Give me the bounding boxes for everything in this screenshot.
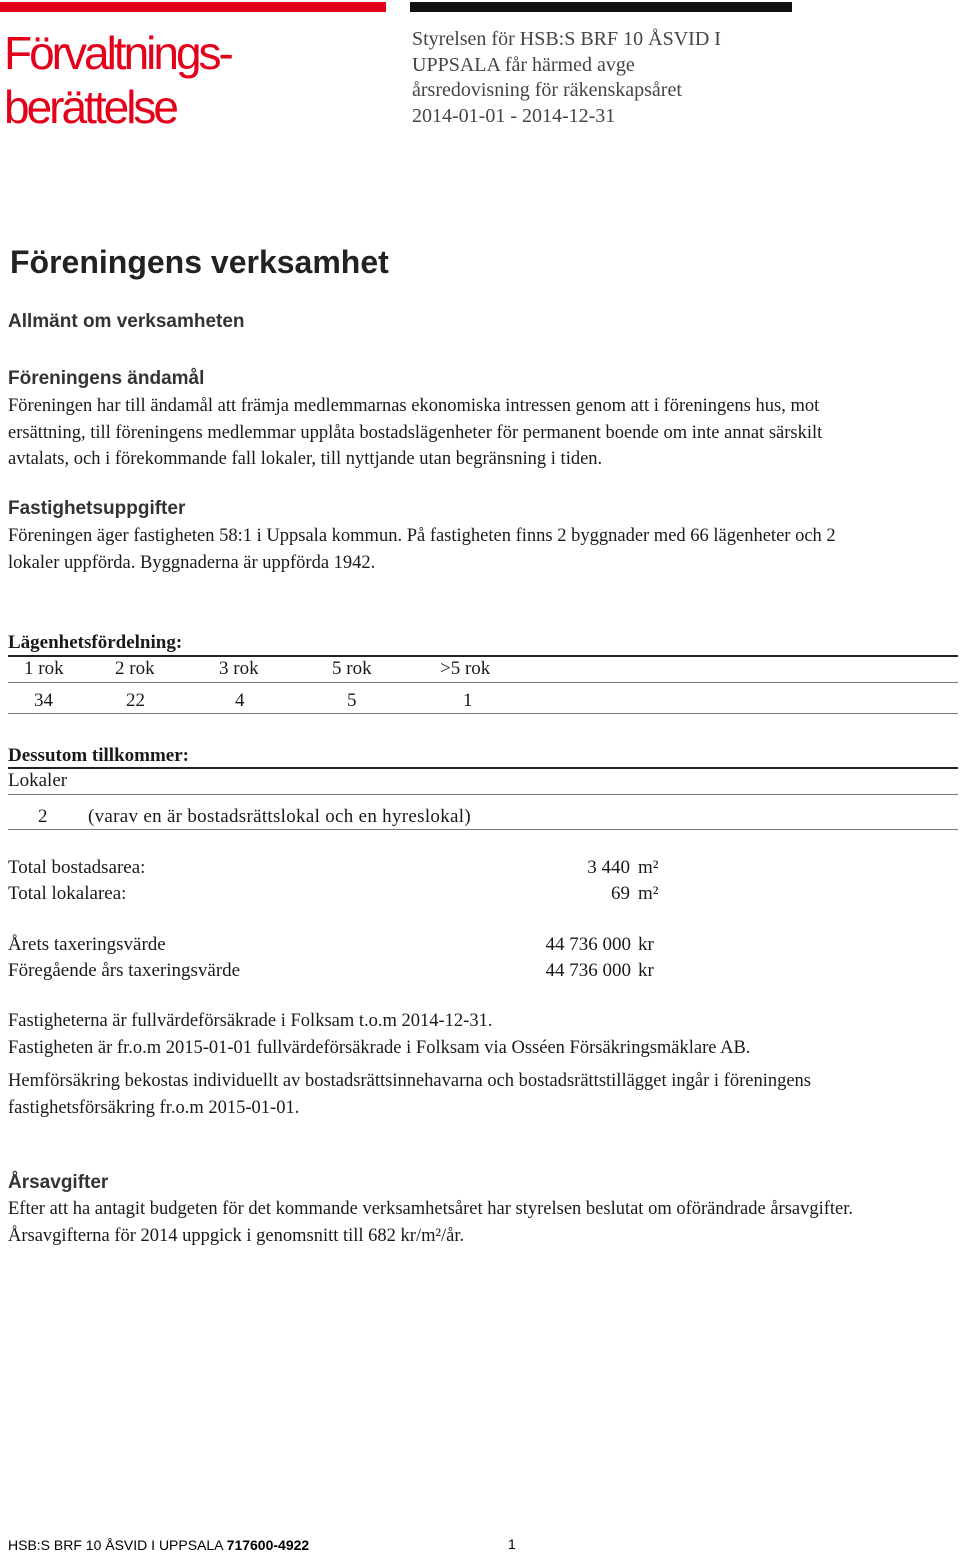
home-insurance-line: Hemförsäkring bekostas individuellt av bostadsrättsinnehavarna och bostadsrättstillägget ingår i föreningens xyxy=(8,1071,812,1091)
additional-heading: Dessutom tillkommer: xyxy=(8,745,189,766)
footer-org-number: 717600-4922 xyxy=(226,1537,310,1553)
section-general-heading: Allmänt om verksamheten xyxy=(8,311,245,332)
home-insurance-line: fastighetsförsäkring fr.o.m 2015-01-01. xyxy=(8,1097,300,1118)
apartments-heading: Lägenhetsfördelning: xyxy=(8,632,183,653)
board-statement-line: UPPSALA får härmed avge xyxy=(412,53,635,76)
premises-count: 2 xyxy=(38,806,48,827)
additional-header-rule xyxy=(8,794,958,795)
apartments-top-rule xyxy=(8,655,958,657)
header-black-bar xyxy=(410,2,792,12)
premises-area-value: 69 xyxy=(611,883,630,904)
page-number: 1 xyxy=(508,1536,516,1552)
residential-area-value: 3 440 xyxy=(587,857,630,878)
property-line: Föreningen äger fastigheten 58:1 i Uppsala kommun. På fastigheten finns 2 byggnader med 66 lägenheter och 2 xyxy=(8,526,836,546)
apartments-value: 22 xyxy=(126,690,145,711)
premises-column-header: Lokaler xyxy=(8,770,68,791)
residential-area-unit: m² xyxy=(638,857,659,878)
premises-area-unit: m² xyxy=(638,883,659,904)
board-statement-line: årsredovisning för räkenskapsåret xyxy=(412,79,682,101)
footer-organization xyxy=(8,1537,309,1553)
purpose-heading: Föreningens ändamål xyxy=(8,368,205,389)
apartments-value: 1 xyxy=(463,690,473,711)
apartments-header-rule xyxy=(8,682,958,683)
header-red-bar xyxy=(0,2,386,12)
fees-heading: Årsavgifter xyxy=(8,1172,109,1193)
property-heading: Fastighetsuppgifter xyxy=(8,498,186,519)
premises-area-label: Total lokalarea: xyxy=(8,883,127,904)
document-title-line-2: berättelse xyxy=(4,81,177,133)
insurance-line: Fastigheten är fr.o.m 2015-01-01 fullvärdeförsäkrade i Folksam via Osséen Försäkringsmäklare AB. xyxy=(8,1037,751,1058)
insurance-line: Fastigheterna är fullvärdeförsäkrade i Folksam t.o.m 2014-12-31. xyxy=(8,1011,493,1031)
tax-value-current-unit: kr xyxy=(638,934,654,955)
document-title xyxy=(4,26,231,134)
apartments-column-header: 5 rok xyxy=(332,658,372,679)
tax-value-previous: 44 736 000 xyxy=(545,960,631,981)
apartments-value: 34 xyxy=(34,690,53,711)
home-insurance-paragraph xyxy=(8,1068,953,1121)
property-paragraph xyxy=(8,523,953,576)
apartments-column-header: 2 rok xyxy=(115,658,155,679)
purpose-line: avtalats, och i förekommande fall lokaler, till nyttjande utan begränsning i tiden. xyxy=(8,449,603,469)
purpose-line: Föreningen har till ändamål att främja medlemmarnas ekonomiska intressen genom att i föreningens hus, mot xyxy=(8,396,820,416)
board-statement xyxy=(412,27,772,129)
tax-value-previous-unit: kr xyxy=(638,960,654,981)
tax-value-previous-label: Föregående års taxeringsvärde xyxy=(8,960,241,981)
footer-org-name: HSB:S BRF 10 ÅSVID I UPPSALA xyxy=(8,1537,223,1553)
apartments-bottom-rule xyxy=(8,713,958,714)
property-line: lokaler uppförda. Byggnaderna är uppförda 1942. xyxy=(8,552,376,573)
purpose-paragraph xyxy=(8,393,953,473)
fees-line: Årsavgifterna för 2014 uppgick i genomsnitt till 682 kr/m²/år. xyxy=(8,1225,465,1246)
apartments-column-header: 1 rok xyxy=(24,658,64,679)
additional-bottom-rule xyxy=(8,829,958,830)
insurance-paragraph xyxy=(8,1008,953,1061)
additional-top-rule xyxy=(8,767,958,769)
fees-paragraph xyxy=(8,1196,953,1249)
page-heading: Föreningens verksamhet xyxy=(10,244,389,280)
board-statement-line: Styrelsen för HSB:S BRF 10 ÅSVID I xyxy=(412,28,721,50)
document-title-line-1: Förvaltnings- xyxy=(4,27,231,79)
purpose-line: ersättning, till föreningens medlemmar upplåta bostadslägenheter för permanent boende om inte annat särskilt xyxy=(8,422,823,443)
apartments-column-header: >5 rok xyxy=(440,658,491,679)
apartments-value: 5 xyxy=(347,690,357,711)
residential-area-label: Total bostadsarea: xyxy=(8,857,146,878)
apartments-value: 4 xyxy=(235,690,245,711)
apartments-column-header: 3 rok xyxy=(219,658,259,679)
tax-value-current: 44 736 000 xyxy=(545,934,631,955)
fees-line: Efter att ha antagit budgeten för det kommande verksamhetsåret har styrelsen beslutat om oförändrade årsavgifter. xyxy=(8,1199,854,1219)
board-statement-line: 2014-01-01 - 2014-12-31 xyxy=(412,104,616,127)
tax-value-current-label: Årets taxeringsvärde xyxy=(8,934,166,955)
premises-note: (varav en är bostadsrättslokal och en hyreslokal) xyxy=(88,806,471,827)
